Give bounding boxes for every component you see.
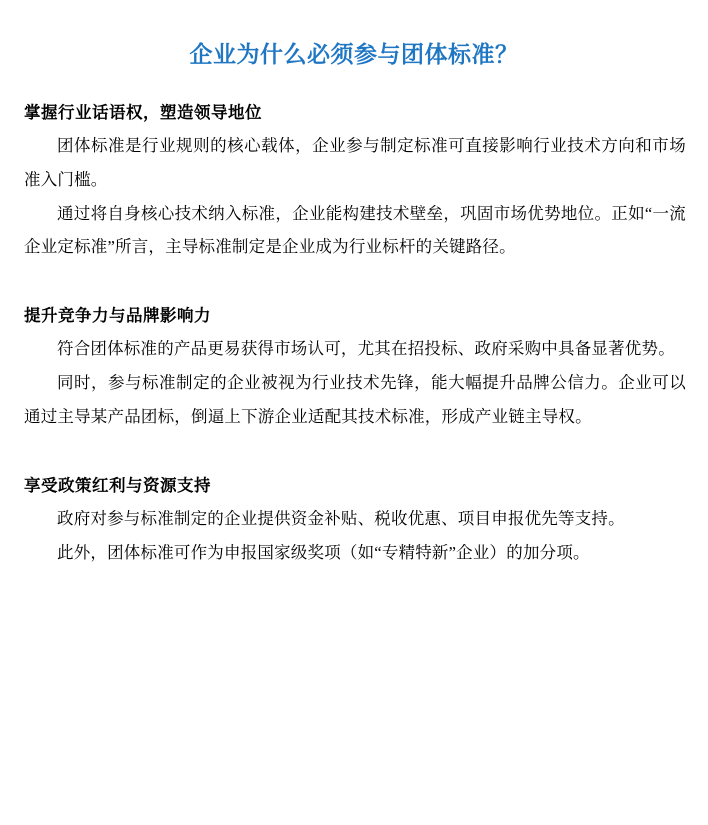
section-industry-voice [18, 99, 690, 264]
section-spacer [18, 442, 690, 472]
section-paragraph: 同时，参与标准制定的企业被视为行业技术先锋，能大幅提升品牌公信力。企业可以通过主导某产品团标，倒逼上下游企业适配其技术标准，形成产业链主导权。 [24, 373, 686, 426]
section-heading: 提升竞争力与品牌影响力 [24, 307, 211, 326]
section-policy-benefits [18, 472, 690, 570]
page-title: 企业为什么必须参与团体标准？ [189, 41, 519, 67]
section-paragraph: 符合团体标准的产品更易获得市场认可，尤其在招投标、政府采购中具备显著优势。 [57, 339, 675, 359]
section-paragraph: 团体标准是行业规则的核心载体，企业参与制定标准可直接影响行业技术方向和市场准入门槛。 [24, 136, 686, 189]
section-heading: 享受政策红利与资源支持 [24, 476, 211, 495]
section-paragraph: 政府对参与标准制定的企业提供资金补贴、税收优惠、项目申报优先等支持。 [57, 508, 625, 528]
section-spacer [18, 272, 690, 302]
section-paragraph: 此外，团体标准可作为申报国家级奖项（如“专精特新”企业）的加分项。 [57, 542, 590, 562]
section-competitiveness [18, 302, 690, 433]
section-paragraph: 通过将自身核心技术纳入标准，企业能构建技术壁垒，巩固市场优势地位。正如“一流企业定标准”所言，主导标准制定是企业成为行业标杆的关键路径。 [24, 203, 686, 257]
section-heading: 掌握行业话语权，塑造领导地位 [24, 104, 262, 122]
